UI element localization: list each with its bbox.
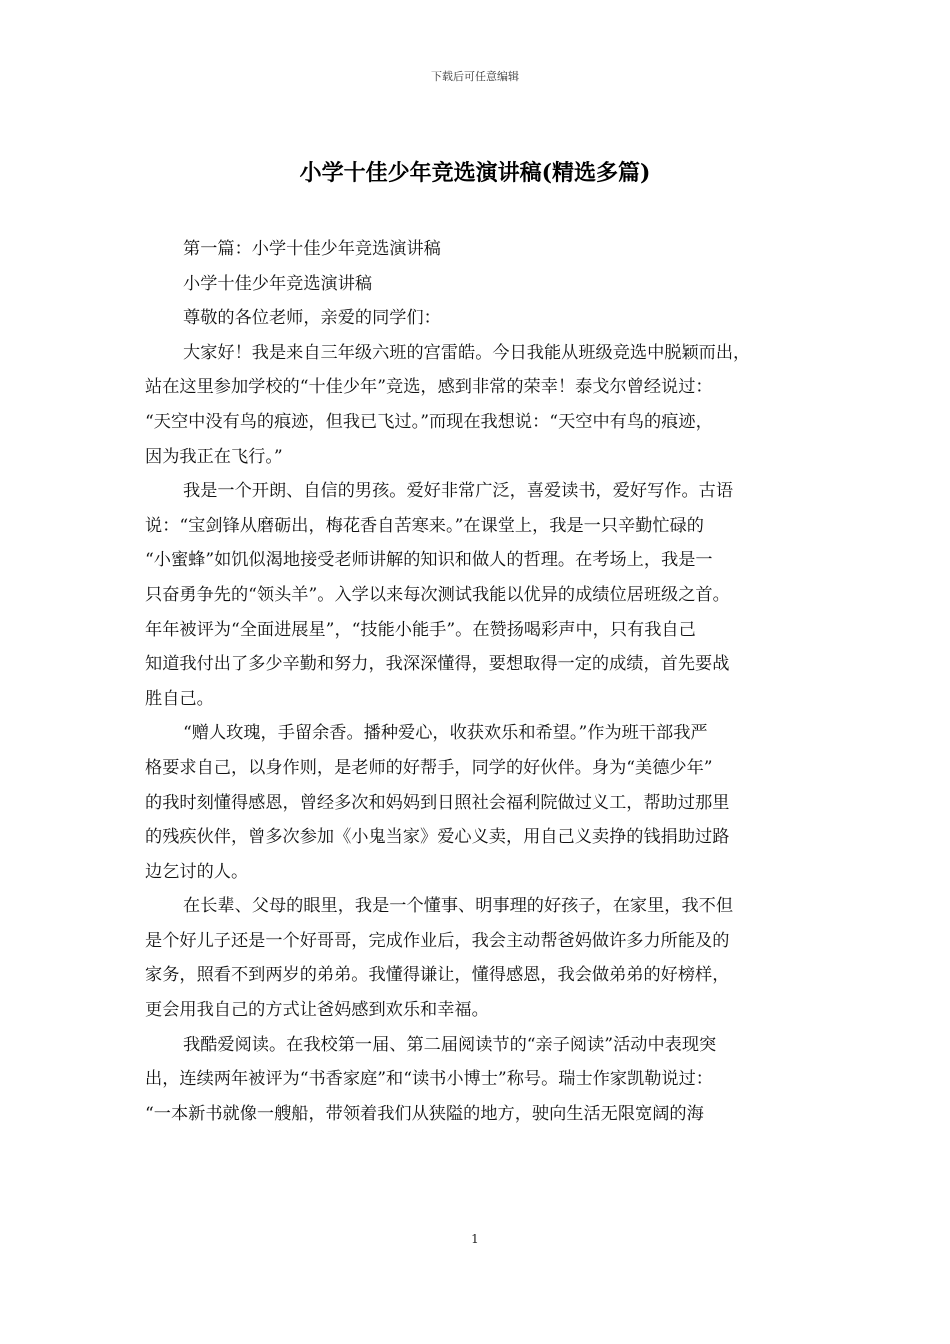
- page-number: 1: [471, 1232, 479, 1246]
- text-line: 在长辈、父母的眼里，我是一个懂事、明事理的好孩子，在家里，我不但: [183, 896, 734, 917]
- text-line: 只奋勇争先的“领头羊”。入学以来每次测试我能以优异的成绩位居班级之首。: [145, 584, 730, 605]
- text-line: 边乞讨的人。: [145, 861, 249, 882]
- text-line: 年年被评为“全面进展星”，“技能小能手”。在赞扬喝彩声中，只有我自己: [145, 619, 696, 640]
- document-body: [145, 232, 805, 1131]
- text-line: 是个好儿子还是一个好哥哥，完成作业后，我会主动帮爸妈做许多力所能及的: [145, 930, 730, 951]
- text-line: 我是一个开朗、自信的男孩。爱好非常广泛，喜爱读书，爱好写作。古语: [183, 481, 734, 502]
- text-line: 我酷爱阅读。在我校第一届、第二届阅读节的“亲子阅读”活动中表现突: [183, 1034, 717, 1055]
- text-line: 站在这里参加学校的“十佳少年”竞选，感到非常的荣幸！泰戈尔曾经说过：: [145, 377, 713, 398]
- text-line: 尊敬的各位老师，亲爱的同学们：: [183, 308, 441, 329]
- text-line: 的我时刻懂得感恩，曾经多次和妈妈到日照社会福利院做过义工，帮助过那里: [145, 792, 730, 813]
- text-line: 胜自己。: [145, 688, 214, 709]
- text-line: “一本新书就像一艘船，带领着我们从狭隘的地方，驶向生活无限宽阔的海: [145, 1103, 704, 1124]
- document-title: 小学十佳少年竞选演讲稿(精选多篇): [299, 160, 651, 186]
- page-header: 下载后可任意编辑: [431, 70, 519, 83]
- text-line: 家务，照看不到两岁的弟弟。我懂得谦让，懂得感恩，我会做弟弟的好榜样，: [145, 965, 730, 986]
- text-line: “天空中没有鸟的痕迹，但我已飞过。”而现在我想说：“天空中有鸟的痕迹，: [145, 411, 713, 432]
- text-line: 知道我付出了多少辛勤和努力，我深深懂得，要想取得一定的成绩，首先要战: [145, 654, 730, 675]
- text-line: 大家好！我是来自三年级六班的宫雷皓。今日我能从班级竞选中脱颖而出，: [183, 342, 751, 363]
- text-line: 格要求自己，以身作则，是老师的好帮手，同学的好伙伴。身为“美德少年”: [145, 757, 713, 778]
- text-line: 的残疾伙伴，曾多次参加《小鬼当家》爱心义卖，用自己义卖挣的钱捐助过路: [145, 827, 730, 848]
- text-line: 说：“宝剑锋从磨砺出，梅花香自苦寒来。”在课堂上，我是一只辛勤忙碌的: [145, 515, 704, 536]
- text-line: 更会用我自己的方式让爸妈感到欢乐和幸福。: [145, 1000, 489, 1021]
- text-line: 小学十佳少年竞选演讲稿: [183, 273, 373, 294]
- text-line: “小蜜蜂”如饥似渴地接受老师讲解的知识和做人的哲理。在考场上，我是一: [145, 550, 713, 571]
- text-line: 因为我正在飞行。”: [145, 446, 283, 467]
- text-line: “赠人玫瑰，手留余香。播种爱心，收获欢乐和希望。”作为班干部我严: [183, 723, 708, 744]
- text-line: 出，连续两年被评为“书香家庭”和“读书小博士”称号。瑞士作家凯勒说过：: [145, 1069, 713, 1090]
- text-line: 第一篇：小学十佳少年竞选演讲稿: [183, 239, 441, 259]
